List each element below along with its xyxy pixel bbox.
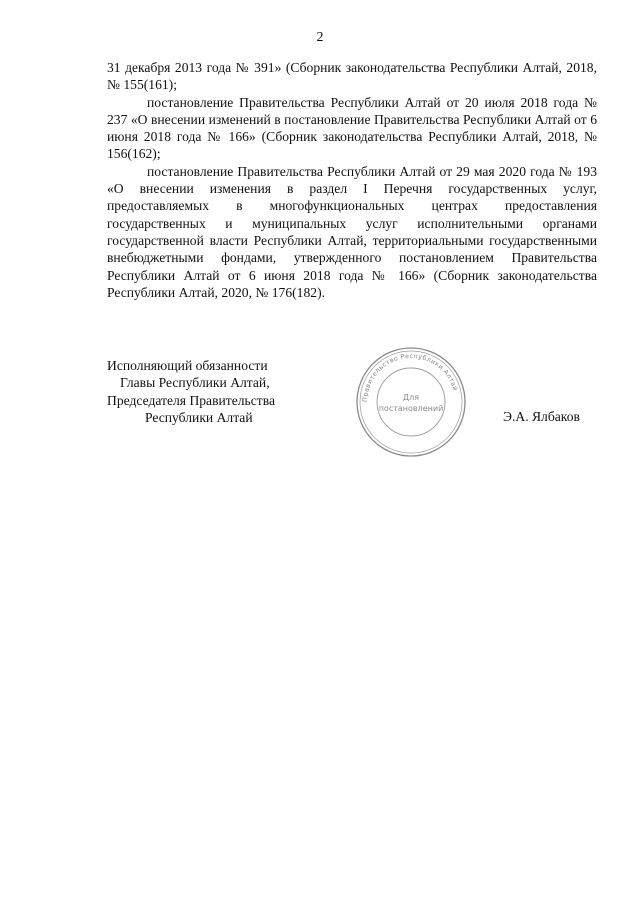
paragraph-resolution-237: постановление Правительства Республики Алтай от 20 июля 2018 года № 237 «О внесении изменений в постановление Правительства Республики Алтай от 6 июня 2018 года № 166» (Сборник законодательства Республики Алтай, 2018, № 156(162); (107, 94, 597, 162)
document-body (107, 59, 597, 301)
page-number: 2 (316, 30, 324, 45)
signatory-position-line: Председателя Правительства (107, 392, 275, 408)
signatory-position-line: Главы Республики Алтай, (120, 375, 270, 391)
signatory-position-line: Исполняющий обязанности (107, 358, 268, 373)
paragraph-continuation: 31 декабря 2013 года № 391» (Сборник законодательства Республики Алтай, 2018, № 155(161); (107, 60, 597, 93)
official-seal-stamp (355, 346, 467, 458)
signatory-position-line: Республики Алтай (145, 409, 253, 425)
seal-outer-text: Правительство Республики Алтай (360, 351, 460, 403)
seal-center-line: постановлений (378, 404, 444, 413)
signatory-name: Э.А. Ялбаков (503, 409, 580, 424)
paragraph-resolution-193: постановление Правительства Республики Алтай от 29 мая 2020 года № 193 «О внесении изменения в раздел I Перечня государственных услуг, предоставляемых в многофункциональных центрах предоставления государственных и муниципальных услуг исполнительными органами государственной власти Республики Алтай, территориальными государственными внебюджетными фондами, утвержденного постановлением Правительства Республики Алтай от 6 июня 2018 года № 166» (Сборник законодательства Республики Алтай, 2020, № 176(182). (107, 163, 597, 300)
seal-center-line: Для (402, 393, 420, 402)
signatory-position (107, 357, 275, 426)
